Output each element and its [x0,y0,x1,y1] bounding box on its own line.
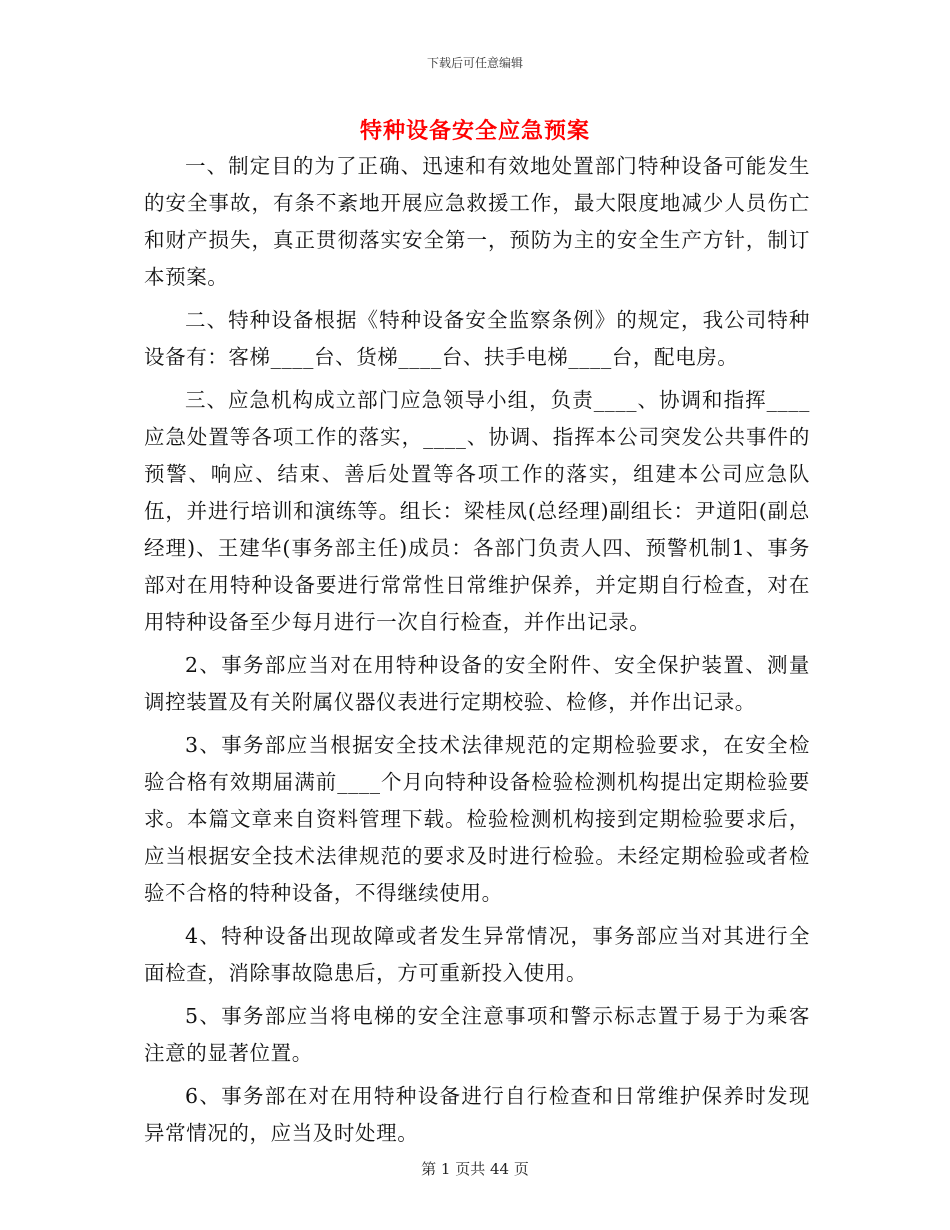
paragraph-item-6: 6、事务部在对在用特种设备进行自行检查和日常维护保养时发现异常情况的，应当及时处理。 [144,1084,810,1145]
paragraph-item-4: 4、特种设备出现故障或者发生异常情况，事务部应当对其进行全面检查，消除事故隐患后，方可重新投入使用。 [144,924,810,985]
paragraph-equipment: 二、特种设备根据《特种设备安全监察条例》的规定，我公司特种设备有：客梯____台、货梯____台、扶手电梯____台，配电房。 [144,308,810,369]
page-header: 下载后可任意编辑 [426,56,523,70]
paragraph-item-5: 5、事务部应当将电梯的安全注意事项和警示标志置于易于为乘客注意的显著位置。 [144,1004,810,1065]
paragraph-organization: 三、应急机构成立部门应急领导小组，负责____、协调和指挥____应急处置等各项工作的落实，____、协调、指挥本公司突发公共事件的预警、响应、结束、善后处置等各项工作的落实，组建本公司应急队伍，并进行培训和演练等。组长：梁桂凤(总经理)副组长：尹道阳(副总经理)、王建华(事务部主任)成员：各部门负责人四、预警机制1、事务部对在用特种设备要进行常常性日常维护保养，并定期自行检查，对在用特种设备至少每月进行一次自行检查，并作出记录。 [144,388,810,634]
document-body [144,148,810,1152]
paragraph-purpose: 一、制定目的为了正确、迅速和有效地处置部门特种设备可能发生的安全事故，有条不紊地开展应急救援工作，最大限度地减少人员伤亡和财产损失，真正贯彻落实安全第一，预防为主的安全生产方针，制订本预案。 [144,154,810,289]
paragraph-item-3: 3、事务部应当根据安全技术法律规范的定期检验要求，在安全检验合格有效期届满前____个月向特种设备检验检测机构提出定期检验要求。本篇文章来自资料管理下载。检验检测机构接到定期检验要求后，应当根据安全技术法律规范的要求及时进行检验。未经定期检验或者检验不合格的特种设备，不得继续使用。 [144,733,810,905]
page-footer: 第 1 页共 44 页 [421,1160,529,1178]
paragraph-item-2: 2、事务部应当对在用特种设备的安全附件、安全保护装置、测量调控装置及有关附属仪器仪表进行定期校验、检修，并作出记录。 [144,653,810,714]
document-title: 特种设备安全应急预案 [359,118,590,144]
